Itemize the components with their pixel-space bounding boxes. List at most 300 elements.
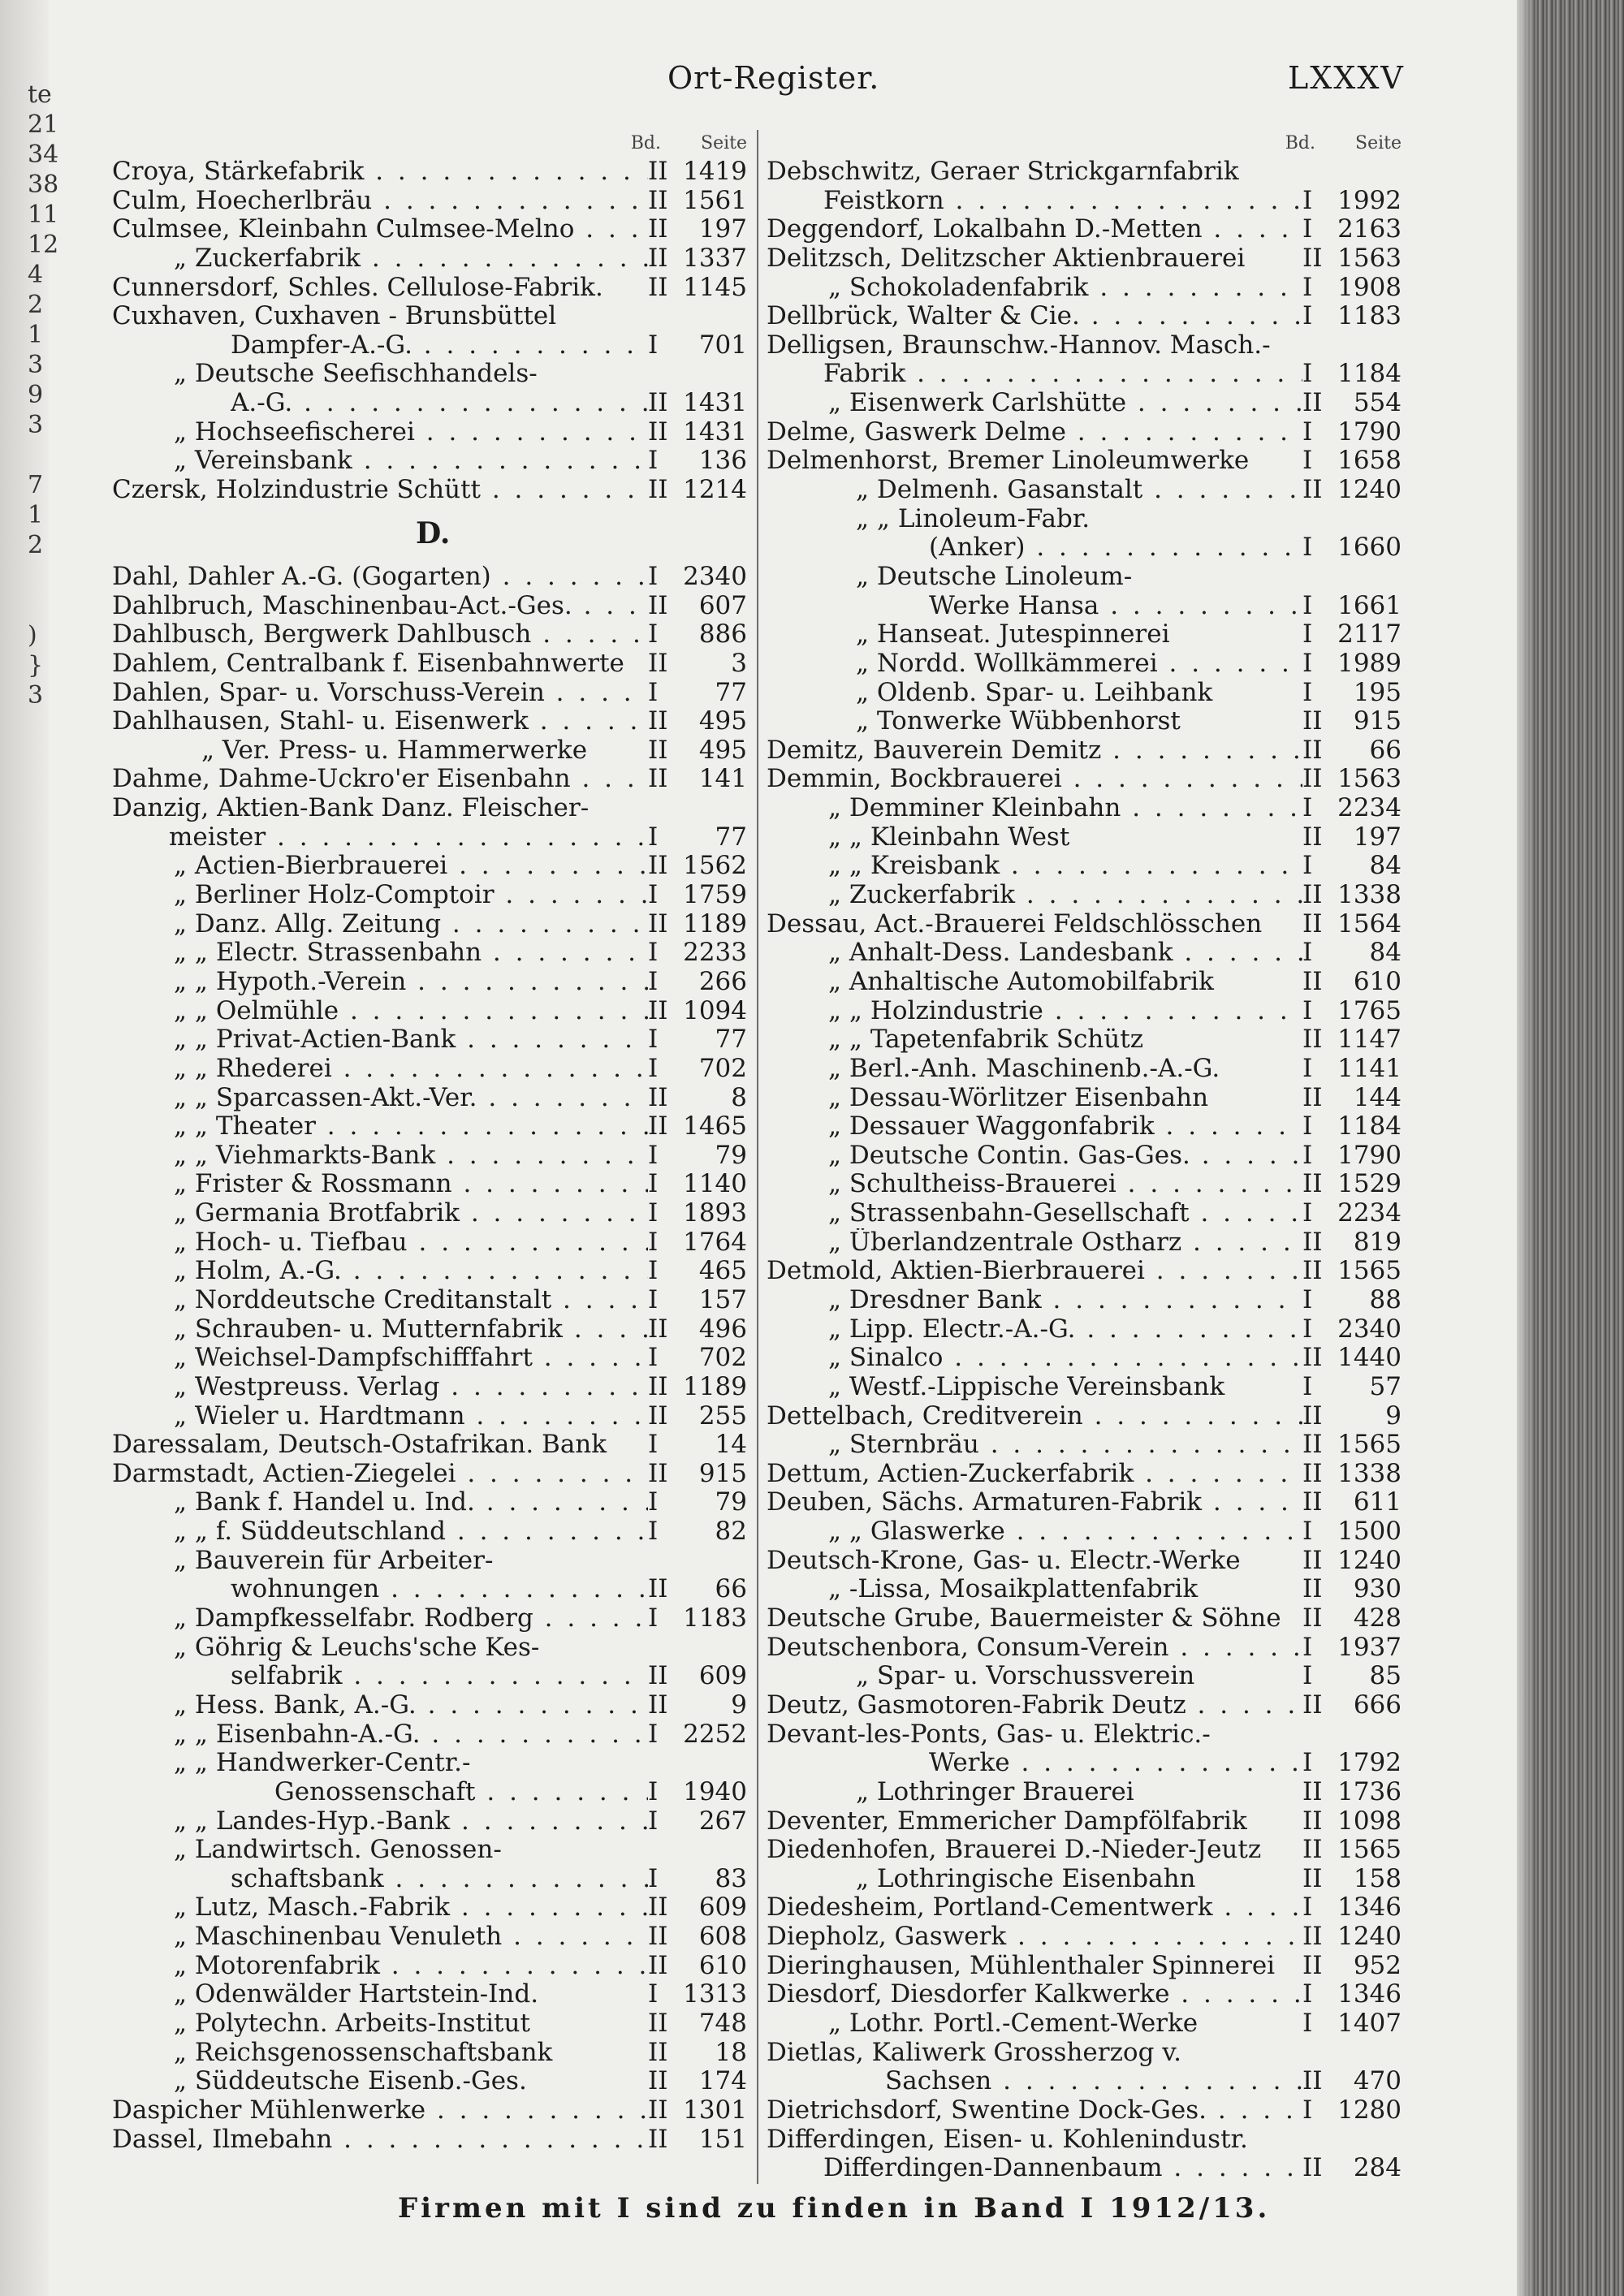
entry-volume: II bbox=[1302, 822, 1323, 852]
entry-page: 84 bbox=[1369, 938, 1402, 968]
index-entry bbox=[112, 418, 750, 447]
entry-name: „ Lothringische Eisenbahn bbox=[856, 1864, 1196, 1893]
entry-volume: I bbox=[648, 1198, 659, 1228]
index-entry bbox=[112, 968, 750, 997]
index-entry bbox=[767, 1836, 1405, 1865]
entry-volume: II bbox=[648, 2095, 668, 2125]
index-entry bbox=[112, 447, 750, 476]
index-entry bbox=[112, 215, 750, 244]
entry-volume: II bbox=[1302, 1574, 1323, 1604]
entry-page: 1141 bbox=[1337, 1053, 1402, 1083]
index-entry bbox=[112, 1634, 750, 1663]
entry-page: 886 bbox=[698, 619, 747, 650]
index-entry bbox=[767, 2039, 1405, 2068]
entry-volume: I bbox=[648, 1140, 659, 1170]
entry-name: „ „ Rhederei . . . bbox=[174, 1055, 648, 1084]
entry-page: 1563 bbox=[1337, 764, 1402, 794]
column-divider bbox=[757, 130, 758, 2184]
entry-name: Deutz, Gasmotoren-Fabrik Deutz . . . bbox=[767, 1691, 1302, 1720]
index-entry bbox=[767, 1025, 1405, 1055]
entry-volume: I bbox=[648, 1256, 659, 1286]
index-entry bbox=[767, 765, 1405, 794]
entry-volume: II bbox=[1302, 764, 1323, 794]
index-entry bbox=[112, 187, 750, 216]
entry-volume: I bbox=[1302, 1314, 1313, 1344]
margin-digit: 9 bbox=[28, 381, 44, 409]
entry-page: 18 bbox=[715, 2037, 747, 2067]
entry-volume: II bbox=[648, 1314, 668, 1344]
index-entry bbox=[767, 910, 1405, 939]
index-entry bbox=[767, 1923, 1405, 1952]
entry-volume: II bbox=[1302, 1545, 1323, 1575]
index-entry bbox=[767, 274, 1405, 303]
entry-name: Croya, Stärkefabrik . . . bbox=[112, 158, 648, 187]
entry-name: „ Delmenh. Gasanstalt . . . bbox=[856, 476, 1302, 505]
margin-digit: 3 bbox=[28, 351, 44, 379]
entry-page: 1940 bbox=[683, 1776, 747, 1806]
index-entry bbox=[767, 331, 1405, 360]
entry-name: Deutsch-Krone, Gas- u. Electr.-Werke bbox=[767, 1546, 1241, 1575]
index-entry bbox=[767, 2096, 1405, 2126]
index-entry bbox=[112, 707, 750, 736]
entry-name: wohnungen . . . bbox=[231, 1575, 648, 1604]
index-entry bbox=[767, 650, 1405, 679]
index-entry bbox=[767, 592, 1405, 621]
index-entry bbox=[112, 1749, 750, 1778]
entry-page: 1759 bbox=[683, 880, 747, 910]
entry-page: 1660 bbox=[1337, 533, 1402, 563]
entry-name: Delmenhorst, Bremer Linoleumwerke bbox=[767, 447, 1250, 476]
index-entry bbox=[112, 823, 750, 852]
entry-name: „ Spar- u. Vorschussverein bbox=[856, 1662, 1195, 1691]
entry-name: „ Sinalco . . . bbox=[828, 1344, 1302, 1373]
entry-page: 174 bbox=[698, 2066, 747, 2096]
entry-name: „ Bank f. Handel u. Ind. . . . bbox=[174, 1488, 648, 1517]
entry-page: 66 bbox=[715, 1574, 747, 1604]
entry-volume: I bbox=[1302, 648, 1313, 678]
entry-volume: I bbox=[1302, 590, 1313, 620]
entry-page: 66 bbox=[1369, 735, 1402, 765]
entry-name: „ „ Tapetenfabrik Schütz bbox=[828, 1025, 1144, 1055]
index-entry bbox=[112, 1691, 750, 1720]
entry-volume: II bbox=[1302, 1169, 1323, 1199]
entry-page: 1280 bbox=[1337, 2095, 1402, 2125]
index-entry bbox=[767, 1170, 1405, 1199]
index-entry bbox=[112, 620, 750, 650]
entry-page: 611 bbox=[1353, 1487, 1402, 1517]
entry-page: 1338 bbox=[1337, 1458, 1402, 1488]
entry-page: 609 bbox=[698, 1661, 747, 1691]
column-header-seite: Seite bbox=[701, 133, 747, 153]
entry-volume: I bbox=[1302, 995, 1313, 1025]
entry-name: selfabrik . . . bbox=[231, 1662, 648, 1691]
index-entry bbox=[767, 1720, 1405, 1750]
entry-volume: I bbox=[648, 1343, 659, 1373]
entry-page: 79 bbox=[715, 1140, 747, 1170]
entry-volume: I bbox=[648, 446, 659, 476]
entry-name: „ Polytechn. Arbeits-Institut bbox=[174, 2009, 530, 2039]
entry-page: 1338 bbox=[1337, 880, 1402, 910]
entry-volume: II bbox=[648, 648, 668, 678]
entry-page: 819 bbox=[1353, 1227, 1402, 1257]
entry-name: „ Ver. Press- u. Hammerwerke bbox=[201, 736, 588, 765]
entry-volume: II bbox=[648, 1950, 668, 1980]
entry-page: 1736 bbox=[1337, 1776, 1402, 1806]
entry-name: Daspicher Mühlenwerke . . . bbox=[112, 2096, 648, 2126]
entry-volume: II bbox=[648, 764, 668, 794]
index-entry bbox=[112, 360, 750, 389]
entry-page: 1431 bbox=[683, 416, 747, 447]
index-entry bbox=[767, 418, 1405, 447]
index-entry bbox=[112, 1112, 750, 1142]
column-header bbox=[112, 133, 750, 158]
entry-volume: I bbox=[1302, 272, 1313, 302]
entry-volume: I bbox=[648, 1517, 659, 1547]
entry-volume: I bbox=[1302, 446, 1313, 476]
entry-volume: I bbox=[648, 1169, 659, 1199]
index-entry bbox=[767, 881, 1405, 910]
entry-volume: II bbox=[648, 416, 668, 447]
index-entry bbox=[112, 1431, 750, 1460]
index-entry bbox=[767, 1142, 1405, 1171]
index-entry bbox=[767, 1547, 1405, 1576]
index-entry bbox=[767, 736, 1405, 766]
entry-volume: I bbox=[1302, 533, 1313, 563]
margin-digit: te bbox=[28, 80, 52, 109]
margin-digit: } bbox=[28, 651, 44, 680]
entry-name: „ Actien-Bierbrauerei . . . bbox=[174, 852, 648, 881]
book-page-edges bbox=[1517, 0, 1624, 2296]
entry-page: 1346 bbox=[1337, 1892, 1402, 1923]
entry-name: Deutschenbora, Consum-Verein . . . bbox=[767, 1634, 1302, 1663]
entry-name: Detmold, Aktien-Bierbrauerei . . . bbox=[767, 1257, 1302, 1286]
entry-page: 267 bbox=[698, 1806, 747, 1836]
entry-name: Dahlbusch, Bergwerk Dahlbusch . . . bbox=[112, 620, 648, 650]
margin-digit: 1 bbox=[28, 501, 44, 529]
entry-name: Darmstadt, Actien-Ziegelei . . . bbox=[112, 1460, 648, 1489]
entry-page: 1565 bbox=[1337, 1430, 1402, 1460]
entry-name: „ „ Sparcassen-Akt.-Ver. . . . bbox=[174, 1084, 648, 1113]
entry-volume: I bbox=[1302, 1517, 1313, 1547]
index-entry bbox=[112, 2096, 750, 2126]
entry-page: 470 bbox=[1353, 2066, 1402, 2096]
entry-name: Dahl, Dahler A.-G. (Gogarten) . . . bbox=[112, 563, 648, 592]
entry-name: „ Dessauer Waggonfabrik . . . bbox=[828, 1112, 1302, 1142]
page-number: LXXXV bbox=[1288, 60, 1405, 96]
entry-name: Czersk, Holzindustrie Schütt . . . bbox=[112, 476, 648, 505]
entry-name: „ Hoch- u. Tiefbau . . . bbox=[174, 1228, 648, 1258]
entry-page: 1184 bbox=[1337, 1111, 1402, 1142]
entry-volume: I bbox=[1302, 677, 1313, 707]
entry-volume: I bbox=[648, 938, 659, 968]
entry-volume: I bbox=[1302, 938, 1313, 968]
entry-name: „ „ f. Süddeutschland . . . bbox=[174, 1517, 648, 1547]
entry-name: „ Schrauben- u. Mutternfabrik . . . bbox=[174, 1315, 648, 1344]
entry-name: Devant-les-Ponts, Gas- u. Elektric.- bbox=[767, 1720, 1211, 1749]
index-rows-right bbox=[767, 158, 1405, 2183]
entry-page: 1183 bbox=[683, 1603, 747, 1634]
entry-volume: I bbox=[1302, 793, 1313, 823]
entry-name: Diedesheim, Portland-Cementwerk . . . bbox=[767, 1893, 1302, 1923]
entry-page: 496 bbox=[698, 1314, 747, 1344]
entry-volume: I bbox=[1302, 1140, 1313, 1170]
entry-page: 1337 bbox=[683, 243, 747, 273]
entry-volume: I bbox=[648, 1053, 659, 1083]
index-entry bbox=[112, 1836, 750, 1865]
index-entry bbox=[112, 1199, 750, 1228]
entry-name: Werke Hansa . . . bbox=[929, 592, 1302, 621]
entry-name: „ Berl.-Anh. Maschinenb.-A.-G. bbox=[828, 1054, 1220, 1083]
index-entry bbox=[112, 1142, 750, 1171]
entry-name: Delitzsch, Delitzscher Aktienbrauerei bbox=[767, 244, 1246, 273]
entry-volume: II bbox=[1302, 1343, 1323, 1373]
entry-page: 915 bbox=[1353, 706, 1402, 736]
entry-volume: II bbox=[1302, 1025, 1323, 1055]
entry-volume: I bbox=[648, 1776, 659, 1806]
index-entry bbox=[767, 997, 1405, 1026]
entry-volume: II bbox=[1302, 243, 1323, 273]
entry-name: Delligsen, Braunschw.-Hannov. Masch.- bbox=[767, 330, 1271, 360]
entry-name: „ Deutsche Seefischhandels- bbox=[174, 360, 538, 389]
entry-page: 88 bbox=[1369, 1284, 1402, 1314]
entry-page: 930 bbox=[1353, 1574, 1402, 1604]
entry-page: 607 bbox=[698, 590, 747, 620]
index-entry bbox=[767, 1952, 1405, 1981]
index-entry bbox=[767, 1228, 1405, 1258]
index-entry bbox=[112, 158, 750, 187]
entry-name: Cunnersdorf, Schles. Cellulose-Fabrik. bbox=[112, 273, 603, 302]
entry-page: 610 bbox=[698, 1950, 747, 1980]
entry-name: „ „ Viehmarkts-Bank . . . bbox=[174, 1142, 648, 1171]
entry-name: „ „ Landes-Hyp.-Bank . . . bbox=[174, 1807, 648, 1836]
index-entry bbox=[767, 1893, 1405, 1923]
entry-volume: I bbox=[1302, 1979, 1313, 2009]
entry-name: Dieringhausen, Mühlenthaler Spinnerei bbox=[767, 1951, 1276, 1980]
entry-page: 748 bbox=[698, 2009, 747, 2039]
entry-volume: I bbox=[1302, 2009, 1313, 2038]
entry-name: „ Zuckerfabrik . . . bbox=[174, 244, 648, 274]
entry-volume: II bbox=[648, 1690, 668, 1720]
index-entry bbox=[767, 2067, 1405, 2096]
index-entry bbox=[112, 1055, 750, 1084]
entry-name: „ Tonwerke Wübbenhorst bbox=[856, 707, 1181, 736]
entry-page: 701 bbox=[698, 330, 747, 360]
index-entry bbox=[112, 1402, 750, 1431]
entry-volume: II bbox=[1302, 1835, 1323, 1865]
index-entry bbox=[767, 1199, 1405, 1228]
entry-volume: I bbox=[648, 1227, 659, 1257]
entry-name: „ Deutsche Contin. Gas-Ges. . . . bbox=[828, 1142, 1302, 1171]
index-entry bbox=[767, 1344, 1405, 1373]
entry-page: 2117 bbox=[1337, 619, 1402, 650]
entry-name: „ „ Hypoth.-Verein . . . bbox=[174, 968, 648, 997]
index-entry bbox=[767, 1084, 1405, 1113]
index-entry bbox=[112, 2039, 750, 2068]
index-entry bbox=[112, 1025, 750, 1055]
index-entry bbox=[112, 592, 750, 621]
margin-digit: 2 bbox=[28, 291, 44, 319]
margin-digit bbox=[28, 560, 57, 590]
entry-page: 1098 bbox=[1337, 1806, 1402, 1836]
entry-volume: II bbox=[648, 2037, 668, 2067]
index-entry bbox=[767, 505, 1405, 534]
entry-page: 1189 bbox=[683, 908, 747, 939]
entry-volume: II bbox=[648, 1458, 668, 1488]
entry-page: 702 bbox=[698, 1343, 747, 1373]
entry-name: „ „ Eisenbahn-A.-G. . . . bbox=[174, 1720, 648, 1750]
entry-page: 3 bbox=[731, 648, 747, 678]
entry-name: Diedenhofen, Brauerei D.-Nieder-Jeutz bbox=[767, 1836, 1262, 1865]
entry-volume: I bbox=[648, 822, 659, 852]
entry-page: 1562 bbox=[683, 851, 747, 881]
entry-page: 1440 bbox=[1337, 1343, 1402, 1373]
entry-page: 1937 bbox=[1337, 1632, 1402, 1662]
entry-volume: II bbox=[1302, 966, 1323, 996]
entry-volume: I bbox=[1302, 185, 1313, 215]
entry-volume: II bbox=[648, 995, 668, 1025]
entry-volume: II bbox=[648, 1922, 668, 1952]
column-header bbox=[767, 133, 1405, 158]
margin-digit: 7 bbox=[28, 471, 44, 499]
entry-name: „ Oldenb. Spar- u. Leihbank bbox=[856, 678, 1213, 707]
entry-volume: II bbox=[1302, 1922, 1323, 1952]
margin-digit: 12 bbox=[28, 231, 59, 259]
entry-page: 266 bbox=[698, 966, 747, 996]
entry-volume: II bbox=[648, 1574, 668, 1604]
entry-name: „ Eisenwerk Carlshütte . . . bbox=[828, 389, 1302, 418]
entry-volume: I bbox=[648, 1025, 659, 1055]
entry-name: „ Süddeutsche Eisenb.-Ges. bbox=[174, 2067, 527, 2096]
entry-page: 57 bbox=[1369, 1371, 1402, 1401]
entry-volume: II bbox=[648, 1111, 668, 1142]
entry-page: 82 bbox=[715, 1517, 747, 1547]
entry-volume: II bbox=[1302, 388, 1323, 418]
entry-page: 1561 bbox=[683, 185, 747, 215]
index-entry bbox=[767, 1749, 1405, 1778]
entry-name: „ Berliner Holz-Comptoir . . . bbox=[174, 881, 648, 910]
index-entry bbox=[767, 1865, 1405, 1894]
entry-page: 1183 bbox=[1337, 301, 1402, 331]
index-entry bbox=[112, 1893, 750, 1923]
entry-page: 702 bbox=[698, 1053, 747, 1083]
index-entry bbox=[767, 794, 1405, 823]
index-entry bbox=[767, 1373, 1405, 1402]
section-letter: D. bbox=[416, 516, 451, 550]
index-entry bbox=[112, 2126, 750, 2155]
index-entry bbox=[112, 736, 750, 766]
index-entry bbox=[112, 910, 750, 939]
index-entry bbox=[112, 302, 750, 331]
entry-volume: II bbox=[1302, 1950, 1323, 1980]
entry-page: 195 bbox=[1353, 677, 1402, 707]
entry-name: „ „ Holzindustrie . . . bbox=[828, 997, 1302, 1026]
entry-volume: I bbox=[648, 1487, 659, 1517]
entry-name: „ Lothr. Portl.-Cement-Werke bbox=[828, 2009, 1199, 2038]
index-entry bbox=[767, 1488, 1405, 1517]
entry-page: 915 bbox=[698, 1458, 747, 1488]
index-column-right bbox=[767, 133, 1405, 2183]
entry-volume: I bbox=[648, 330, 659, 360]
index-entry bbox=[112, 2067, 750, 2096]
index-entry bbox=[112, 1575, 750, 1604]
entry-page: 197 bbox=[1353, 822, 1402, 852]
entry-page: 2340 bbox=[683, 561, 747, 591]
entry-page: 1565 bbox=[1337, 1835, 1402, 1865]
entry-name: „ Göhrig & Leuchs'sche Kes- bbox=[174, 1633, 540, 1662]
entry-volume: II bbox=[648, 185, 668, 215]
page-title: Ort-Register. bbox=[667, 60, 880, 96]
index-entry bbox=[767, 1604, 1405, 1634]
index-entry bbox=[112, 1807, 750, 1836]
entry-page: 1564 bbox=[1337, 908, 1402, 939]
entry-name: Culmsee, Kleinbahn Culmsee-Melno . . . bbox=[112, 215, 648, 244]
entry-page: 1764 bbox=[683, 1227, 747, 1257]
entry-page: 1992 bbox=[1337, 185, 1402, 215]
index-entry bbox=[112, 1488, 750, 1517]
index-entry bbox=[112, 331, 750, 360]
index-column-left bbox=[112, 133, 750, 2154]
entry-volume: II bbox=[648, 706, 668, 736]
entry-volume: II bbox=[648, 214, 668, 244]
entry-volume: II bbox=[1302, 1227, 1323, 1257]
entry-page: 158 bbox=[1353, 1863, 1402, 1893]
entry-name: „ Dessau-Wörlitzer Eisenbahn bbox=[828, 1083, 1209, 1112]
entry-volume: I bbox=[1302, 619, 1313, 650]
index-entry bbox=[112, 274, 750, 303]
index-entry bbox=[112, 1865, 750, 1894]
entry-volume: I bbox=[648, 1863, 659, 1893]
index-entry bbox=[767, 620, 1405, 650]
entry-volume: I bbox=[648, 677, 659, 707]
entry-name: „ „ Privat-Actien-Bank . . . bbox=[174, 1025, 648, 1055]
entry-page: 1140 bbox=[683, 1169, 747, 1199]
entry-page: 666 bbox=[1353, 1690, 1402, 1720]
entry-name: „ „ Glaswerke . . . bbox=[828, 1517, 1302, 1547]
entry-volume: II bbox=[1302, 706, 1323, 736]
entry-volume: I bbox=[648, 966, 659, 996]
entry-page: 2163 bbox=[1337, 214, 1402, 244]
entry-page: 1661 bbox=[1337, 590, 1402, 620]
column-header-bd: Bd. bbox=[630, 133, 661, 153]
entry-volume: I bbox=[1302, 301, 1313, 331]
index-entry bbox=[767, 563, 1405, 592]
entry-volume: II bbox=[648, 1661, 668, 1691]
entry-volume: II bbox=[648, 735, 668, 765]
entry-volume: II bbox=[1302, 1776, 1323, 1806]
entry-name: Dampfer-A.-G. . . . bbox=[231, 331, 648, 360]
entry-name: „ Vereinsbank . . . bbox=[174, 447, 648, 476]
entry-page: 1145 bbox=[683, 272, 747, 302]
entry-name: „ Germania Brotfabrik . . . bbox=[174, 1199, 648, 1228]
entry-name: Deggendorf, Lokalbahn D.-Metten . . . bbox=[767, 215, 1302, 244]
entry-page: 1301 bbox=[683, 2095, 747, 2125]
entry-name: Dellbrück, Walter & Cie. . . . bbox=[767, 302, 1302, 331]
index-entry bbox=[767, 533, 1405, 563]
index-entry bbox=[767, 823, 1405, 852]
entry-page: 1792 bbox=[1337, 1748, 1402, 1778]
index-entry bbox=[112, 650, 750, 679]
margin-digit bbox=[28, 590, 57, 620]
entry-page: 1529 bbox=[1337, 1169, 1402, 1199]
entry-name: „ Schokoladenfabrik . . . bbox=[828, 274, 1302, 303]
entry-volume: II bbox=[648, 851, 668, 881]
entry-name: schaftsbank . . . bbox=[231, 1865, 648, 1894]
entry-name: „ „ Electr. Strassenbahn . . . bbox=[174, 939, 648, 968]
entry-volume: II bbox=[648, 1400, 668, 1431]
index-entry bbox=[767, 2126, 1405, 2155]
margin-digit: 21 bbox=[28, 110, 59, 139]
entry-volume: II bbox=[648, 243, 668, 273]
